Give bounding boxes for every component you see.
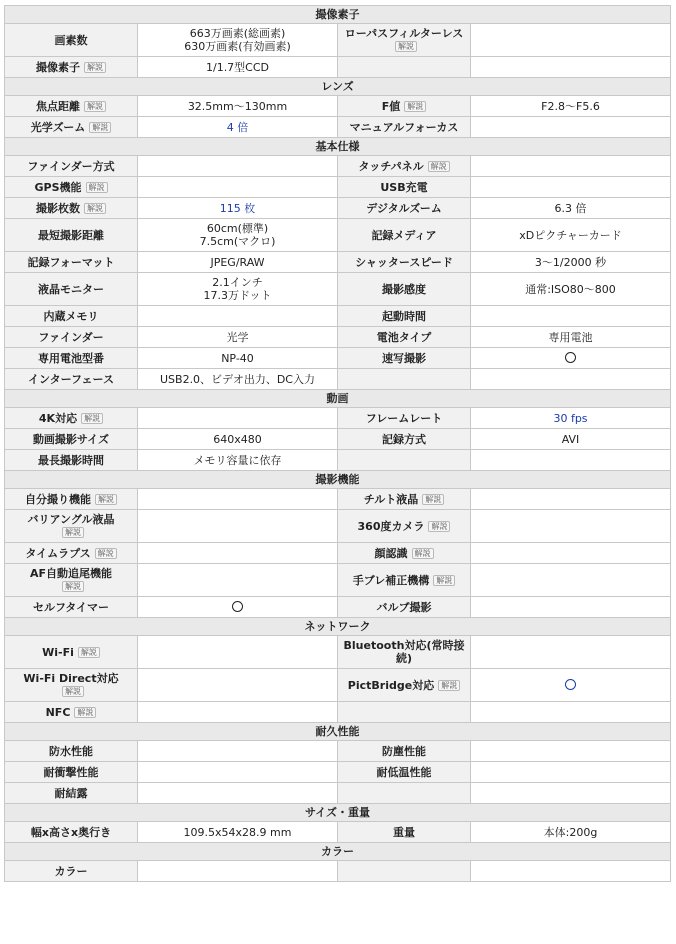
- explain-button[interactable]: 解説: [84, 203, 106, 214]
- section-color: カラー: [5, 843, 671, 861]
- digital-zoom-value: 6.3 倍: [471, 198, 671, 219]
- fps-value: 30 fps: [471, 408, 671, 429]
- iso-label: 撮影感度: [338, 273, 471, 306]
- lcd-label: 液晶モニター: [5, 273, 138, 306]
- explain-button[interactable]: 解説: [433, 575, 455, 586]
- iso-value: 通常:ISO80～800: [471, 273, 671, 306]
- max-time-value: メモリ容量に依存: [138, 450, 338, 471]
- color-label: カラー: [5, 861, 138, 882]
- section-lens: レンズ: [5, 78, 671, 96]
- lowpass-label: ローパスフィルターレス解説: [338, 24, 471, 57]
- explain-button[interactable]: 解説: [412, 548, 434, 559]
- explain-button[interactable]: 解説: [428, 161, 450, 172]
- pixels-label: 画素数: [5, 24, 138, 57]
- pict-value: [471, 669, 671, 702]
- explain-button[interactable]: 解説: [89, 122, 111, 133]
- explain-button[interactable]: 解説: [422, 494, 444, 505]
- finder-label: ファインダー: [5, 327, 138, 348]
- condensation-label: 耐結露: [5, 783, 138, 804]
- shots-value: 115 枚: [138, 198, 338, 219]
- section-size: サイズ・重量: [5, 804, 671, 822]
- explain-button[interactable]: 解説: [78, 647, 100, 658]
- interface-value: USB2.0、ビデオ出力、DC入力: [138, 369, 338, 390]
- boot-label: 起動時間: [338, 306, 471, 327]
- water-label: 防水性能: [5, 741, 138, 762]
- explain-button[interactable]: 解説: [74, 707, 96, 718]
- pict-label: PictBridge対応 解説: [338, 669, 471, 702]
- lowpass-value: [471, 24, 671, 57]
- shots-label: 撮影枚数 解説: [5, 198, 138, 219]
- supported-circle-icon: [565, 352, 576, 363]
- finder-type-label: ファインダー方式: [5, 156, 138, 177]
- sensor-label: 撮像素子 解説: [5, 57, 138, 78]
- dims-value: 109.5x54x28.9 mm: [138, 822, 338, 843]
- video-size-label: 動画撮影サイズ: [5, 429, 138, 450]
- memory-label: 内蔵メモリ: [5, 306, 138, 327]
- pixels-value: 663万画素(総画素) 630万画素(有効画素): [138, 24, 338, 57]
- method-label: 記録方式: [338, 429, 471, 450]
- section-basic: 基本仕様: [5, 138, 671, 156]
- af-label: AF自動追尾機能 解説: [5, 564, 138, 597]
- gps-label: GPS機能 解説: [5, 177, 138, 198]
- explain-button[interactable]: 解説: [438, 680, 460, 691]
- section-sensor: 撮像素子: [5, 6, 671, 24]
- section-durability: 耐久性能: [5, 723, 671, 741]
- focal-value: 32.5mm～130mm: [138, 96, 338, 117]
- face-label: 顔認識 解説: [338, 543, 471, 564]
- explain-button[interactable]: 解説: [404, 101, 426, 112]
- section-video: 動画: [5, 390, 671, 408]
- shutter-label: シャッタースピード: [338, 252, 471, 273]
- explain-button[interactable]: 解説: [428, 521, 450, 532]
- explain-button[interactable]: 解説: [395, 41, 417, 52]
- selftimer-value: [138, 597, 338, 618]
- weight-value: 本体:200g: [471, 822, 671, 843]
- bt-label: Bluetooth対応(常時接続): [338, 636, 471, 669]
- format-label: 記録フォーマット: [5, 252, 138, 273]
- zoom-label: 光学ズーム 解説: [5, 117, 138, 138]
- interface-label: インターフェース: [5, 369, 138, 390]
- cam360-label: 360度カメラ 解説: [338, 510, 471, 543]
- explain-button[interactable]: 解説: [84, 62, 106, 73]
- explain-button[interactable]: 解説: [95, 494, 117, 505]
- dims-label: 幅x高さx奥行き: [5, 822, 138, 843]
- explain-button[interactable]: 解説: [62, 686, 84, 697]
- burst-value: [471, 348, 671, 369]
- max-time-label: 最長撮影時間: [5, 450, 138, 471]
- selfie-label: 自分撮り機能 解説: [5, 489, 138, 510]
- battery-label: 電池タイプ: [338, 327, 471, 348]
- cold-label: 耐低温性能: [338, 762, 471, 783]
- tilt-label: チルト液晶 解説: [338, 489, 471, 510]
- media-label: 記録メディア: [338, 219, 471, 252]
- supported-circle-icon: [565, 679, 576, 690]
- fvalue-value: F2.8～F5.6: [471, 96, 671, 117]
- sensor-value: 1/1.7型CCD: [138, 57, 338, 78]
- fvalue-label: F値 解説: [338, 96, 471, 117]
- bulb-label: バルブ撮影: [338, 597, 471, 618]
- supported-circle-icon: [232, 601, 243, 612]
- dust-label: 防塵性能: [338, 741, 471, 762]
- lcd-value: 2.1インチ 17.3万ドット: [138, 273, 338, 306]
- focal-label: 焦点距離 解説: [5, 96, 138, 117]
- shutter-value: 3～1/2000 秒: [471, 252, 671, 273]
- spec-table: [4, 5, 671, 882]
- shock-label: 耐衝撃性能: [5, 762, 138, 783]
- battery-model-value: NP-40: [138, 348, 338, 369]
- explain-button[interactable]: 解説: [62, 527, 84, 538]
- battery-value: 専用電池: [471, 327, 671, 348]
- explain-button[interactable]: 解説: [84, 101, 106, 112]
- wifid-label: Wi-Fi Direct対応 解説: [5, 669, 138, 702]
- min-dist-label: 最短撮影距離: [5, 219, 138, 252]
- mf-label: マニュアルフォーカス: [338, 117, 471, 138]
- method-value: AVI: [471, 429, 671, 450]
- zoom-value: 4 倍: [138, 117, 338, 138]
- media-value: xDピクチャーカード: [471, 219, 671, 252]
- stab-label: 手ブレ補正機構 解説: [338, 564, 471, 597]
- section-shooting: 撮影機能: [5, 471, 671, 489]
- explain-button[interactable]: 解説: [95, 548, 117, 559]
- min-dist-value: 60cm(標準) 7.5cm(マクロ): [138, 219, 338, 252]
- explain-button[interactable]: 解説: [86, 182, 108, 193]
- usb-charge-label: USB充電: [338, 177, 471, 198]
- format-value: JPEG/RAW: [138, 252, 338, 273]
- fps-label: フレームレート: [338, 408, 471, 429]
- selftimer-label: セルフタイマー: [5, 597, 138, 618]
- video-size-value: 640x480: [138, 429, 338, 450]
- burst-label: 速写撮影: [338, 348, 471, 369]
- section-network: ネットワーク: [5, 618, 671, 636]
- explain-button[interactable]: 解説: [81, 413, 103, 424]
- touch-label: タッチパネル 解説: [338, 156, 471, 177]
- explain-button[interactable]: 解説: [62, 581, 84, 592]
- finder-value: 光学: [138, 327, 338, 348]
- wifi-label: Wi-Fi 解説: [5, 636, 138, 669]
- vari-label: バリアングル液晶 解説: [5, 510, 138, 543]
- nfc-label: NFC 解説: [5, 702, 138, 723]
- timelapse-label: タイムラプス 解説: [5, 543, 138, 564]
- k4-label: 4K対応 解説: [5, 408, 138, 429]
- battery-model-label: 専用電池型番: [5, 348, 138, 369]
- weight-label: 重量: [338, 822, 471, 843]
- digital-zoom-label: デジタルズーム: [338, 198, 471, 219]
